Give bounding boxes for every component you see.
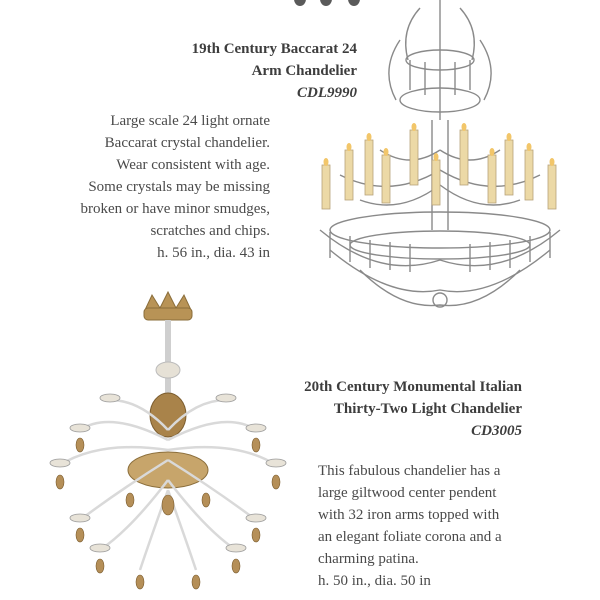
item-1-title-line2: Arm Chandelier: [251, 63, 357, 79]
item-1-desc-line: broken or have minor smudges,: [80, 201, 270, 217]
item-1-desc-line: scratches and chips.: [150, 223, 270, 239]
item-1-title-line1: 19th Century Baccarat 24: [191, 41, 357, 57]
item-2-description: [318, 460, 558, 592]
item-2-desc-line: large giltwood center pendent: [318, 485, 497, 501]
item-1-description: [10, 110, 270, 264]
item-1-desc-line: Wear consistent with age.: [116, 157, 270, 173]
item-2-desc-line: This fabulous chandelier has a: [318, 463, 501, 479]
item-2-title-line2: Thirty-Two Light Chandelier: [333, 401, 522, 417]
item-2-desc-line: with 32 iron arms topped with: [318, 507, 500, 523]
item-2-desc-line: an elegant foliate corona and a: [318, 529, 502, 545]
item-1-desc-line: Large scale 24 light ornate: [110, 113, 270, 129]
item-1-desc-line: Baccarat crystal chandelier.: [104, 135, 270, 151]
item-1-dimensions: h. 56 in., dia. 43 in: [157, 245, 270, 261]
item-1-desc-line: Some crystals may be missing: [88, 179, 270, 195]
item-2-dimensions: h. 50 in., dia. 50 in: [318, 573, 431, 589]
baccarat-chandelier-image: [300, 0, 580, 320]
item-2-desc-line: charming patina.: [318, 551, 419, 567]
item-2-title-line1: 20th Century Monumental Italian: [304, 379, 522, 395]
italian-chandelier-image: [40, 290, 290, 600]
item-1-code: CDL9990: [297, 85, 357, 101]
item-2-code: CD3005: [471, 423, 522, 439]
item-2-title: [222, 376, 522, 442]
